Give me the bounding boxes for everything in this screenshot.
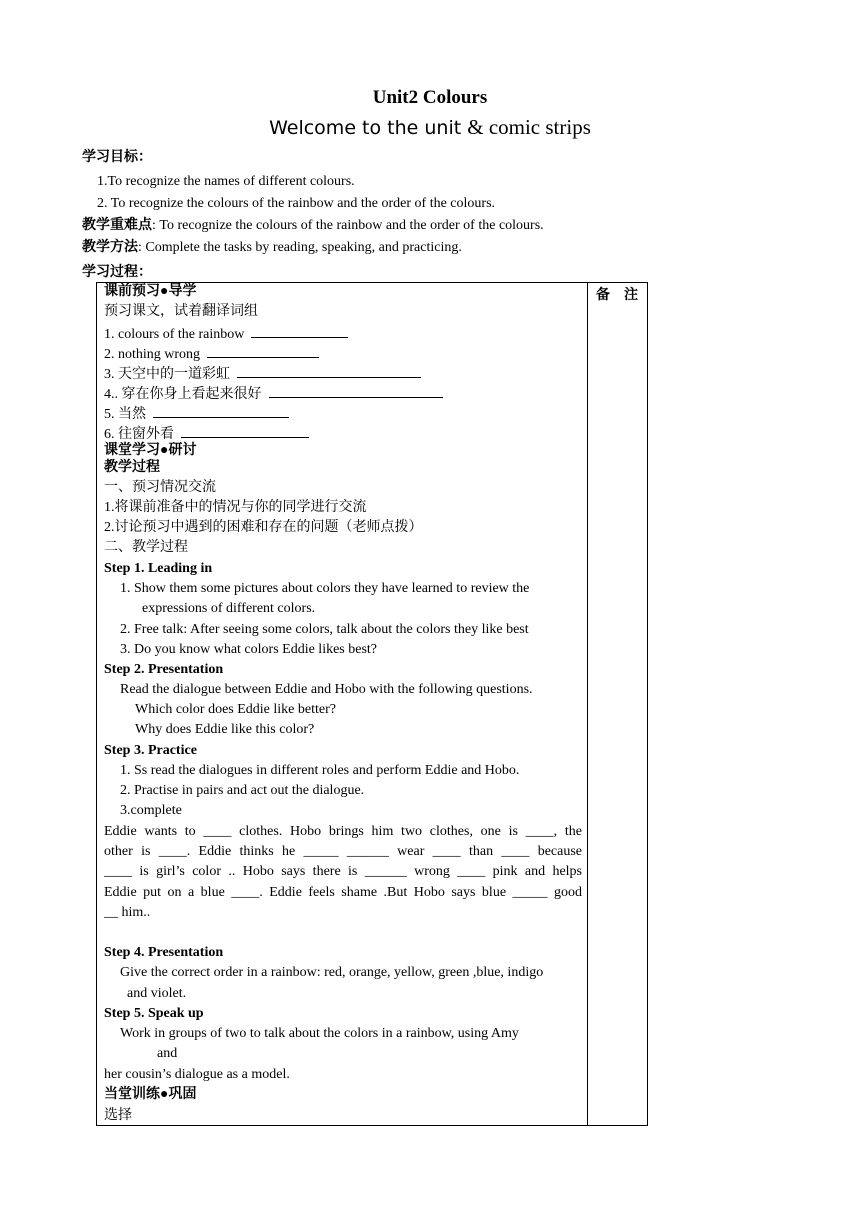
- preview-item: 2. nothing wrong: [104, 343, 319, 364]
- section-item: 1.将课前准备中的情况与你的同学进行交流: [104, 500, 367, 515]
- notes-column-header: 备注: [596, 288, 652, 303]
- step-line: and violet.: [127, 986, 187, 1001]
- step-line: Why does Eddie like this color?: [135, 722, 315, 737]
- step-line: 3. Do you know what colors Eddie likes best?: [120, 642, 378, 657]
- page-subtitle: [0, 115, 860, 140]
- step-line: and: [157, 1046, 178, 1061]
- key-points-label: 教学重难点: [82, 218, 152, 233]
- step-line: 3.complete: [120, 803, 182, 818]
- preview-item: 3. 天空中的一道彩虹: [104, 363, 421, 384]
- step-line: Give the correct order in a rainbow: red, orange, yellow, green ,blue, indigo: [120, 965, 544, 980]
- section-heading: 二、教学过程: [104, 540, 188, 555]
- preview-item: 1. colours of the rainbow: [104, 323, 348, 344]
- step-line: Work in groups of two to talk about the colors in a rainbow, using Amy: [120, 1026, 519, 1041]
- practice-heading: 当堂训练●巩固: [104, 1087, 197, 1102]
- section-heading: 一、预习情况交流: [104, 480, 216, 495]
- step-title: Step 5. Speak up: [104, 1006, 204, 1021]
- cloze-line: Eddie wants to ____ clothes. Hobo brings him two clothes, one is ____, the: [104, 824, 582, 839]
- method-label: 教学方法: [82, 240, 138, 255]
- method: [82, 239, 462, 257]
- section-item: 2.讨论预习中遇到的困难和存在的问题（老师点拨）: [104, 520, 423, 535]
- step-line: Which color does Eddie like better?: [135, 702, 336, 717]
- preview-item: 5. 当然: [104, 403, 289, 424]
- preview-item: 4.. 穿在你身上看起来很好: [104, 383, 443, 404]
- objective-item: 2. To recognize the colours of the rainbow and the order of the colours.: [97, 196, 496, 211]
- step-title: Step 3. Practice: [104, 743, 197, 758]
- cloze-line: Eddie put on a blue ____. Eddie feels shame .But Hobo says blue _____ good: [104, 885, 582, 900]
- practice-sub: 选择: [104, 1108, 132, 1123]
- key-points-text: : To recognize the colours of the rainbow and the order of the colours.: [152, 218, 544, 233]
- preview-instruction: 预习课文，试着翻译词组: [104, 304, 258, 319]
- step-line: 1. Ss read the dialogues in different roles and perform Eddie and Hobo.: [120, 763, 520, 778]
- subtitle-part-a: Welcome to the unit: [269, 117, 468, 139]
- step-line: Read the dialogue between Eddie and Hobo with the following questions.: [120, 682, 533, 697]
- table-column-divider: [587, 282, 588, 1126]
- classroom-sub: 教学过程: [104, 460, 160, 475]
- subtitle-part-b: & comic strips: [467, 115, 591, 139]
- method-text: : Complete the tasks by reading, speaking, and practicing.: [138, 240, 462, 255]
- step-title: Step 1. Leading in: [104, 561, 213, 576]
- process-label: 学习过程：: [82, 265, 152, 280]
- step-line: 2. Free talk: After seeing some colors, talk about the colors they like best: [120, 622, 529, 637]
- step-title: Step 4. Presentation: [104, 945, 224, 960]
- preview-item: 6. 往窗外看: [104, 423, 309, 444]
- cloze-line: other is ____. Eddie thinks he _____ ______ wear ____ than ____ because: [104, 844, 582, 859]
- preview-heading: 课前预习●导学: [104, 284, 197, 299]
- step-title: Step 2. Presentation: [104, 662, 224, 677]
- step-line: 1. Show them some pictures about colors they have learned to review the: [120, 581, 530, 596]
- step-line: expressions of different colors.: [142, 601, 316, 616]
- step-line: her cousin’s dialogue as a model.: [104, 1067, 290, 1082]
- step-line: 2. Practise in pairs and act out the dialogue.: [120, 783, 365, 798]
- cloze-line: ____ is girl’s color .. Hobo says there is ______ wrong ____ pink and helps: [104, 864, 582, 879]
- classroom-heading: 课堂学习●研讨: [104, 443, 197, 458]
- objectives-label: 学习目标：: [82, 150, 152, 165]
- cloze-line: __ him..: [104, 905, 151, 920]
- page-title: Unit2 Colours: [372, 87, 488, 108]
- key-points: [82, 217, 544, 235]
- objective-item: 1.To recognize the names of different colours.: [97, 174, 355, 189]
